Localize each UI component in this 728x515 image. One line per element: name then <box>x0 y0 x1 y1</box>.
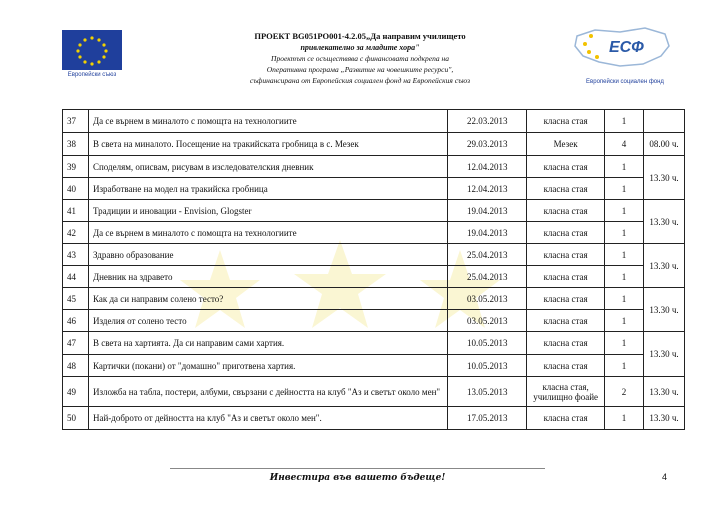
row-time: 13.30 ч. <box>644 200 685 244</box>
row-place: класна стая <box>527 222 605 244</box>
row-count: 2 <box>605 377 644 407</box>
row-number: 47 <box>63 332 89 355</box>
row-place: класна стая, училищно фоайе <box>527 377 605 407</box>
row-place: класна стая <box>527 266 605 288</box>
table-row <box>63 288 685 310</box>
esf-caption: Европейски социален фонд <box>586 79 664 85</box>
footer-slogan: Инвестира във вашето бъдеще! <box>269 473 446 483</box>
row-count: 1 <box>605 332 644 355</box>
row-number: 43 <box>63 244 89 266</box>
table-row <box>63 266 685 288</box>
row-date: 03.05.2013 <box>448 310 527 332</box>
table-row <box>63 200 685 222</box>
table-row <box>63 110 685 133</box>
eu-logo <box>62 30 122 82</box>
row-topic: Здравно образование <box>88 244 447 266</box>
funding-line-3: съфинансирана от Европейския социален фонд на Европейския съюз <box>249 76 471 85</box>
row-count: 1 <box>605 407 644 430</box>
row-place: класна стая <box>527 407 605 430</box>
row-topic: Как да си направим солено тесто? <box>88 288 447 310</box>
row-date: 03.05.2013 <box>448 288 527 310</box>
esf-mark: ЕСФ <box>609 39 644 56</box>
row-number: 49 <box>63 377 89 407</box>
row-count: 4 <box>605 133 644 156</box>
row-time: 13.30 ч. <box>644 377 685 407</box>
table-row <box>63 310 685 332</box>
row-topic: Изложба на табла, постери, албуми, свързани с дейността на клуб "Аз и светът около мен" <box>88 377 447 407</box>
esf-logo <box>565 22 685 84</box>
row-place: класна стая <box>527 288 605 310</box>
row-date: 12.04.2013 <box>448 156 527 178</box>
row-time: 13.30 ч. <box>644 288 685 332</box>
row-place: класна стая <box>527 355 605 377</box>
row-time: 13.30 ч. <box>644 332 685 377</box>
row-number: 44 <box>63 266 89 288</box>
schedule-table <box>62 109 685 430</box>
table-row <box>63 156 685 178</box>
row-count: 1 <box>605 222 644 244</box>
row-topic: Най-доброто от дейността на клуб "Аз и светът около мен". <box>88 407 447 430</box>
funding-line-2: Оперативна програма „Развитие на човешките ресурси", <box>266 65 454 74</box>
row-number: 50 <box>63 407 89 430</box>
row-date: 25.04.2013 <box>448 244 527 266</box>
row-topic: Да се върнем в миналото с помощта на технологиите <box>88 110 447 133</box>
row-number: 45 <box>63 288 89 310</box>
row-date: 19.04.2013 <box>448 222 527 244</box>
row-count: 1 <box>605 110 644 133</box>
row-topic: Да се върнем в миналото с помощта на технологиите <box>88 222 447 244</box>
table-row <box>63 407 685 430</box>
row-time <box>644 110 685 133</box>
row-place: класна стая <box>527 156 605 178</box>
page-number: 4 <box>662 472 668 482</box>
row-number: 46 <box>63 310 89 332</box>
row-time: 13.30 ч. <box>644 244 685 288</box>
row-time: 13.30 ч. <box>644 156 685 200</box>
page-header <box>0 0 728 100</box>
row-time: 13.30 ч. <box>644 407 685 430</box>
row-topic: Споделям, описвам, рисувам в изследователския дневник <box>88 156 447 178</box>
table-row <box>63 133 685 156</box>
row-topic: Дневник на здравето <box>88 266 447 288</box>
project-name: привлекателно за младите хора" <box>300 43 420 52</box>
row-count: 1 <box>605 178 644 200</box>
row-count: 1 <box>605 244 644 266</box>
row-topic: В света на хартията. Да си направим сами хартия. <box>88 332 447 355</box>
table-row <box>63 244 685 266</box>
row-topic: Изработване на модел на тракийска гробница <box>88 178 447 200</box>
table-row <box>63 222 685 244</box>
row-date: 10.05.2013 <box>448 355 527 377</box>
row-number: 37 <box>63 110 89 133</box>
funding-line-1: Проектът се осъществява с финансовата подкрепа на <box>271 54 449 63</box>
row-time: 08.00 ч. <box>644 133 685 156</box>
row-number: 41 <box>63 200 89 222</box>
project-title <box>210 31 510 86</box>
table-row <box>63 355 685 377</box>
row-number: 42 <box>63 222 89 244</box>
row-number: 38 <box>63 133 89 156</box>
eu-flag-icon <box>62 30 122 70</box>
row-date: 12.04.2013 <box>448 178 527 200</box>
row-date: 29.03.2013 <box>448 133 527 156</box>
row-place: Мезек <box>527 133 605 156</box>
row-count: 1 <box>605 355 644 377</box>
footer-divider <box>170 468 545 469</box>
row-topic: Картички (покани) от "домашно" приготвена хартия. <box>88 355 447 377</box>
eu-caption: Европейски съюз <box>67 72 117 78</box>
row-number: 39 <box>63 156 89 178</box>
esf-map-icon <box>565 22 685 72</box>
row-topic: В света на миналото. Посещение на тракийската гробница в с. Мезек <box>88 133 447 156</box>
row-topic: Традиции и иновации - Envision, Glogster <box>88 200 447 222</box>
row-date: 13.05.2013 <box>448 377 527 407</box>
row-count: 1 <box>605 266 644 288</box>
row-count: 1 <box>605 288 644 310</box>
row-date: 25.04.2013 <box>448 266 527 288</box>
row-place: класна стая <box>527 244 605 266</box>
project-code: ПРОЕКТ BG051PO001-4.2.05„Да направим училището <box>254 31 466 41</box>
row-date: 22.03.2013 <box>448 110 527 133</box>
row-date: 19.04.2013 <box>448 200 527 222</box>
row-place: класна стая <box>527 332 605 355</box>
row-number: 40 <box>63 178 89 200</box>
row-count: 1 <box>605 200 644 222</box>
row-count: 1 <box>605 156 644 178</box>
table-row <box>63 178 685 200</box>
table-row <box>63 332 685 355</box>
row-count: 1 <box>605 310 644 332</box>
row-place: класна стая <box>527 178 605 200</box>
row-date: 17.05.2013 <box>448 407 527 430</box>
row-number: 48 <box>63 355 89 377</box>
table-row <box>63 377 685 407</box>
row-date: 10.05.2013 <box>448 332 527 355</box>
row-topic: Изделия от солено тесто <box>88 310 447 332</box>
row-place: класна стая <box>527 310 605 332</box>
row-place: класна стая <box>527 200 605 222</box>
row-place: класна стая <box>527 110 605 133</box>
